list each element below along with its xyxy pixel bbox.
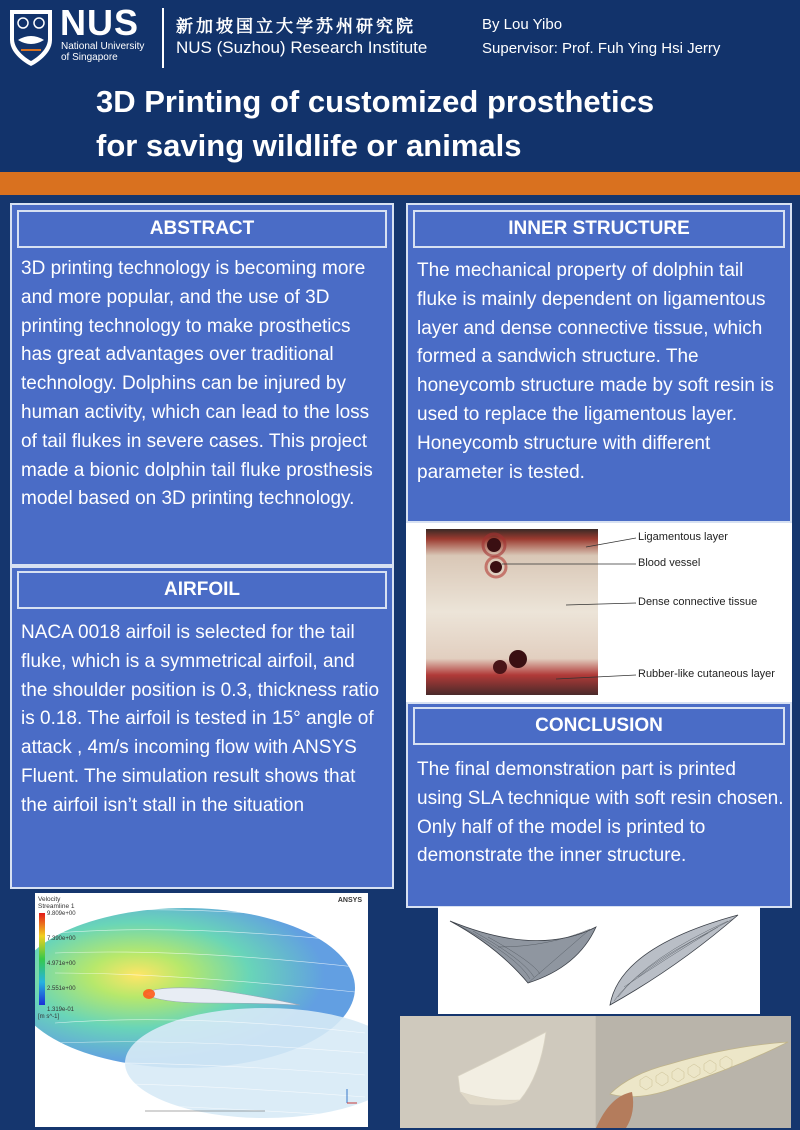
tissue-label-ligamentous: Ligamentous layer (638, 531, 728, 543)
title-band (0, 74, 800, 172)
inner-structure-body: The mechanical property of dolphin tail fluke is mainly dependent on ligamentous layer and dense connective tissue, which formed a sandwich structure. The honeycomb structure made by soft resin is used to replace the ligamentous layer. Honeycomb structure with different parameter is tested. (417, 260, 774, 483)
poster-title-line1: 3D Printing of customized prosthetics (96, 84, 655, 119)
cfd-legend-subtitle: Streamline 1 (38, 903, 75, 910)
tissue-label-dense-tissue: Dense connective tissue (638, 596, 758, 608)
accent-bar (0, 172, 800, 195)
abstract-heading: ABSTRACT (17, 210, 387, 248)
cfd-legend-title: Velocity (38, 896, 61, 903)
tissue-label-cutaneous: Rubber-like cutaneous layer (638, 668, 775, 680)
author: By Lou Yibo (482, 16, 563, 33)
abstract-body: 3D printing technology is becoming more and more popular, and the use of 3D printing technology to make prosthetics has great advantages over traditional technology. Dolphins can be injured by human activity, which can lead to the loss of tail flukes in severe cases. This project made a bionic dolphin tail fluke prosthesis model based on 3D printing technology. (21, 258, 373, 510)
fluke-cad-render-image (438, 907, 760, 1014)
printed-prosthesis-photo-image (400, 1016, 791, 1128)
cfd-legend-unit: [m s^-1] (38, 1014, 60, 1020)
cfd-legend-value: 1.319e-01 (47, 1007, 75, 1013)
cfd-legend-value: 9.809e+00 (47, 911, 76, 917)
cfd-legend-value: 4.971e+00 (47, 961, 76, 967)
conclusion-heading: CONCLUSION (413, 707, 785, 745)
cfd-streamline-image (35, 893, 368, 1127)
cfd-legend-value: 7.390e+00 (47, 936, 76, 942)
airfoil-heading: AIRFOIL (17, 571, 387, 609)
printed-prosthesis-photo (400, 1016, 791, 1128)
ansys-brand: ANSYS (337, 897, 362, 904)
inner-structure-heading: INNER STRUCTURE (413, 210, 785, 248)
supervisor: Supervisor: Prof. Fuh Ying Hsi Jerry (482, 40, 721, 57)
airfoil-body: NACA 0018 airfoil is selected for the tail fluke, which is a symmetrical airfoil, and the shoulder position is 0.3, thickness ratio is 0.18. The airfoil is tested in 15° angle of attack , 4m/s incoming flow with ANSYS Fluent. The simulation result shows that the airfoil isn’t stall in the situation (21, 622, 380, 816)
cfd-simulation-figure (35, 893, 368, 1127)
abstract-panel (10, 203, 394, 566)
logo-subtext-line2: of Singapore (61, 52, 118, 63)
institute-name-cn: 新加坡国立大学苏州研究院 (176, 17, 416, 36)
airfoil-panel (10, 566, 394, 889)
conclusion-body: The final demonstration part is printed using SLA technique with soft resin chosen. Only half of the model is printed to demonstrate the inner structure. (417, 759, 784, 867)
conclusion-panel (406, 702, 792, 908)
cfd-legend-value: 2.551e+00 (47, 986, 76, 992)
poster-title-line2: for saving wildlife or animals (96, 128, 522, 163)
nus-logo-text: NUS (60, 2, 140, 43)
header-divider (162, 8, 164, 68)
inner-structure-panel (406, 203, 792, 523)
nus-crest-icon (6, 6, 56, 68)
tissue-label-blood-vessel: Blood vessel (638, 557, 701, 569)
tissue-cross-section-figure (406, 523, 792, 702)
fluke-cad-render-figure (438, 907, 760, 1014)
nus-logo-subtext (61, 41, 156, 63)
header (0, 0, 800, 74)
institute-name-en: NUS (Suzhou) Research Institute (176, 38, 428, 57)
logo-subtext-line1: National University (61, 41, 145, 52)
